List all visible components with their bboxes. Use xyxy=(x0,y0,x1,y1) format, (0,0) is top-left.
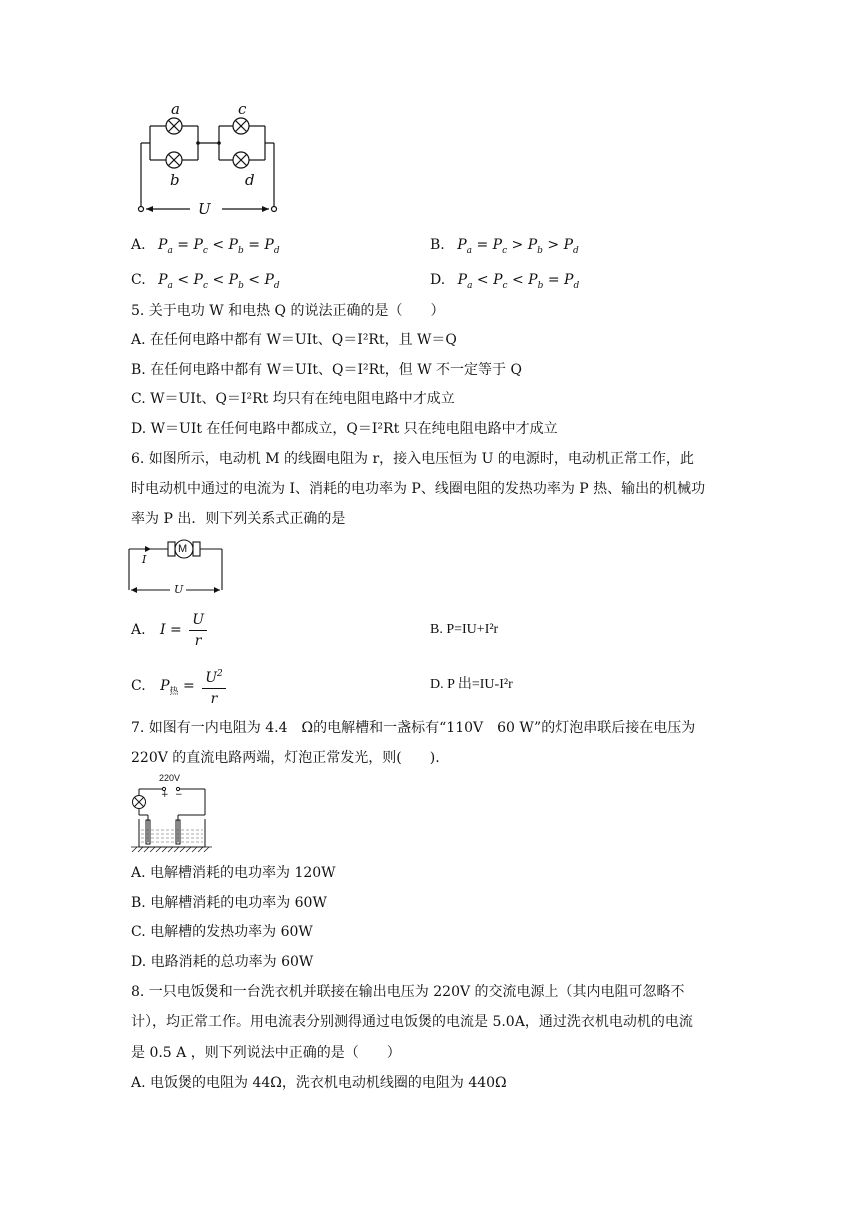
q6-stem-line-1: 6. 如图所示，电动机 M 的线圈电阻为 r，接入电压恒为 U 的电源时，电动机正常工作，此 xyxy=(131,451,694,467)
q4-option-d: D. $P_a < P_c < P_b = P_d$ xyxy=(430,272,580,291)
q6-option-a: A. I = $\frac{U}{r}$ xyxy=(131,604,210,656)
q5-option-a: A. 在任何电路中都有 W＝UIt、Q＝I²Rt，且 W＝Q xyxy=(131,332,457,348)
q8-option-a: A. 电饭煲的电阻为 44Ω，洗衣机电动机线圈的电阻为 440Ω xyxy=(131,1075,507,1091)
q6-option-b: B. P=IU+I²r xyxy=(430,622,499,637)
q7-stem-line-2: 220V 的直流电路两端，灯泡正常发光，则( ). xyxy=(131,750,440,766)
minus-terminal-label: − xyxy=(175,790,183,800)
plus-terminal-label: + xyxy=(161,790,169,800)
motor-voltage-u-label: U xyxy=(174,583,184,596)
q4-option-b: B. $P_a = P_c > P_b > P_d$ xyxy=(430,237,579,256)
q5-option-b: B. 在任何电路中都有 W＝UIt、Q＝I²Rt，但 W 不一定等于 Q xyxy=(131,362,522,378)
voltage-u-label: U xyxy=(198,200,211,218)
q7-option-a: A. 电解槽消耗的电功率为 120W xyxy=(131,865,336,881)
lamp-c-label: c xyxy=(238,100,247,118)
q6-option-d: D. P 出=IU-I²r xyxy=(430,677,513,692)
q7-stem-line-1: 7. 如图有一内电阻为 4.4 Ω的电解槽和一盏标有“110V 60 W”的灯泡串联后接在电压为 xyxy=(131,720,696,736)
current-i-label: I xyxy=(142,553,147,566)
lamp-b-label: b xyxy=(170,171,180,189)
q5-option-c: C. W＝UIt、Q＝I²Rt 均只有在纯电阻电路中才成立 xyxy=(131,391,455,407)
q7-option-b: B. 电解槽消耗的电功率为 60W xyxy=(131,895,327,911)
q8-stem-line-1: 8. 一只电饭煲和一台洗衣机并联接在输出电压为 220V 的交流电源上（其内电阻可忽略不 xyxy=(131,984,685,1000)
q4-option-a: A. $P_a = P_c < P_b = P_d$ xyxy=(131,237,280,256)
q6-stem-line-3: 率为 P 出．则下列关系式正确的是 xyxy=(131,511,346,527)
q6-stem-line-2: 时电动机中通过的电流为 I、消耗的电功率为 P、线圈电阻的发热功率为 P 热、输出的机械功 xyxy=(131,481,706,497)
supply-voltage-label: 220V xyxy=(159,773,181,783)
motor-m-label: M xyxy=(178,543,188,555)
q5-option-d: D. W＝UIt 在任何电路中都成立，Q＝I²Rt 只在纯电阻电路中才成立 xyxy=(131,421,558,437)
q7-option-c: C. 电解槽的发热功率为 60W xyxy=(131,924,313,940)
q8-stem-line-2: 计），均正常工作。用电流表分别测得通过电饭煲的电流是 5.0A，通过洗衣机电动机的电流 xyxy=(131,1014,693,1030)
q5-stem: 5. 关于电功 W 和电热 Q 的说法正确的是（ ） xyxy=(131,303,445,319)
lamp-a-label: a xyxy=(171,100,180,118)
q7-option-d: D. 电路消耗的总功率为 60W xyxy=(131,954,314,970)
lamp-d-label: d xyxy=(245,171,255,189)
q4-option-c: C. $P_a < P_c < P_b < P_d$ xyxy=(131,272,280,291)
q6-option-c: C. $P_热$ = $\frac{U^2}{r}$ xyxy=(131,660,229,718)
q8-stem-line-3: 是 0.5 A ，则下列说法中正确的是（ ） xyxy=(131,1045,401,1061)
